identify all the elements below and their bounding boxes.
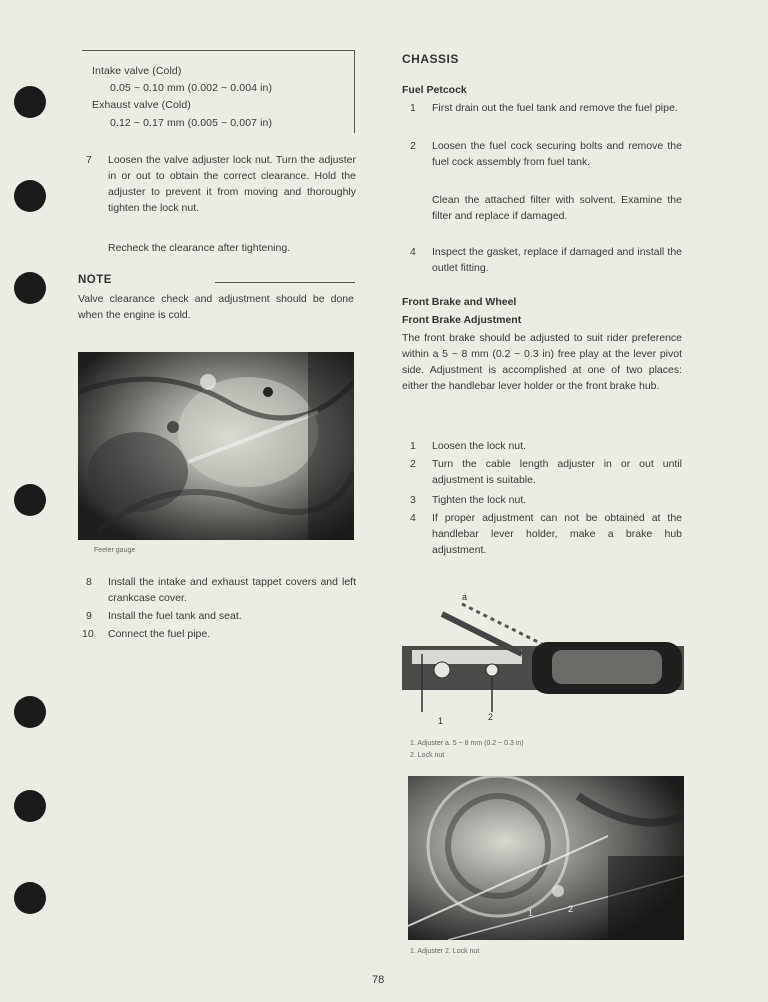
step-number: 7 — [86, 154, 92, 166]
feeler-gauge-photo — [78, 352, 354, 540]
lever-caption-2: 2. Lock nut — [410, 752, 445, 759]
lever-caption-1: 1. Adjuster a. 5 ~ 8 mm (0.2 ~ 0.3 in) — [410, 740, 524, 747]
step-text: Loosen the fuel cock securing bolts and remove the fuel cock assembly from fuel tank. — [432, 140, 682, 168]
front-brake-paragraph: The front brake should be adjusted to suit rider preference within a 5 ~ 8 mm (0.2 ~ 0.3 in) free play at the lever pivot side. Adjustment is accomplished at one of two places: either the handlebar lever holder or the front brake hub. — [402, 332, 682, 392]
intake-value: 0.05 ~ 0.10 mm (0.002 ~ 0.004 in) — [110, 82, 273, 94]
step-text: If proper adjustment can not be obtained at the handlebar lever holder, make a brake hub adjustment. — [432, 512, 682, 556]
binder-hole-4 — [14, 484, 46, 516]
binder-hole-7 — [14, 882, 46, 914]
lever-label-a: a — [462, 592, 468, 602]
step-7 — [86, 152, 356, 236]
step-number: 8 — [86, 576, 92, 588]
step-text: Inspect the gasket, replace if damaged and install the outlet fitting. — [432, 246, 682, 274]
binder-hole-6 — [14, 790, 46, 822]
front-brake-adjustment-title: Front Brake Adjustment — [402, 314, 522, 326]
chassis-title: CHASSIS — [402, 52, 459, 66]
brake-step-1 — [410, 438, 682, 454]
hub-caption: 1. Adjuster 2. Lock nut — [410, 948, 480, 955]
fuel-step-1 — [410, 100, 682, 132]
note-title: NOTE — [78, 274, 112, 286]
step-text: Install the fuel tank and seat. — [108, 610, 242, 622]
brake-hub-photo — [408, 776, 684, 940]
fuel-step-2 — [410, 138, 682, 186]
step-7-recheck — [86, 240, 356, 256]
step-number: 1 — [410, 102, 416, 114]
step-number: 1 — [410, 440, 416, 452]
engine-photo-graphic — [78, 352, 354, 540]
brake-lever-graphic — [402, 584, 684, 736]
step-number: 2 — [410, 458, 416, 470]
step-number: 3 — [410, 494, 416, 506]
hub-label-2: 2 — [568, 904, 574, 914]
lever-label-2: 2 — [488, 712, 494, 722]
step-number: 4 — [410, 246, 416, 258]
lever-label-1: 1 — [438, 716, 444, 726]
brake-hub-graphic — [408, 776, 684, 940]
step-number: 10 — [82, 628, 94, 640]
brake-lever-photo — [402, 584, 684, 736]
exhaust-label: Exhaust valve (Cold) — [92, 99, 191, 111]
fuel-petcock-title: Fuel Petcock — [402, 84, 467, 96]
hub-label-1: 1 — [528, 908, 534, 918]
brake-step-4 — [410, 510, 682, 558]
step-text: Loosen the valve adjuster lock nut. Turn the adjuster in or out to obtain the correct clearance. Hold the adjuster to prevent it from moving and thoroughly tighten the lock nut. — [108, 154, 356, 214]
step-number: 9 — [86, 610, 92, 622]
page-number: 78 — [372, 974, 385, 986]
photo1-caption: Feeler gauge — [94, 547, 136, 554]
exhaust-value: 0.12 ~ 0.17 mm (0.005 ~ 0.007 in) — [110, 117, 273, 129]
step-9 — [86, 608, 356, 624]
step-10 — [82, 626, 356, 642]
step-text: Loosen the lock nut. — [432, 440, 526, 452]
binder-hole-1 — [14, 86, 46, 118]
step-text: Recheck the clearance after tightening. — [108, 242, 291, 254]
step-number: 4 — [410, 512, 416, 524]
step-text: Connect the fuel pipe. — [108, 628, 211, 640]
valve-clearance-spec — [82, 50, 355, 133]
binder-hole-2 — [14, 180, 46, 212]
step-number: 2 — [410, 140, 416, 152]
step-text: Clean the attached filter with solvent. Examine the filter and replace if damaged. — [432, 194, 682, 222]
fuel-step-4 — [410, 244, 682, 276]
step-text: Install the intake and exhaust tappet covers and left crankcase cover. — [108, 576, 356, 604]
brake-step-2 — [410, 456, 682, 488]
brake-step-3 — [410, 492, 682, 508]
step-8 — [86, 574, 356, 606]
binder-hole-3 — [14, 272, 46, 304]
fuel-step-3 — [410, 192, 682, 240]
step-text: Turn the cable length adjuster in or out until adjustment is suitable. — [432, 458, 682, 486]
step-text: Tighten the lock nut. — [432, 494, 527, 506]
intake-label: Intake valve (Cold) — [92, 65, 182, 77]
note-text: Valve clearance check and adjustment should be done when the engine is cold. — [78, 293, 354, 321]
step-text: First drain out the fuel tank and remove the fuel pipe. — [432, 102, 678, 114]
note-rule — [215, 282, 355, 283]
binder-hole-5 — [14, 696, 46, 728]
front-brake-title: Front Brake and Wheel — [402, 296, 517, 308]
